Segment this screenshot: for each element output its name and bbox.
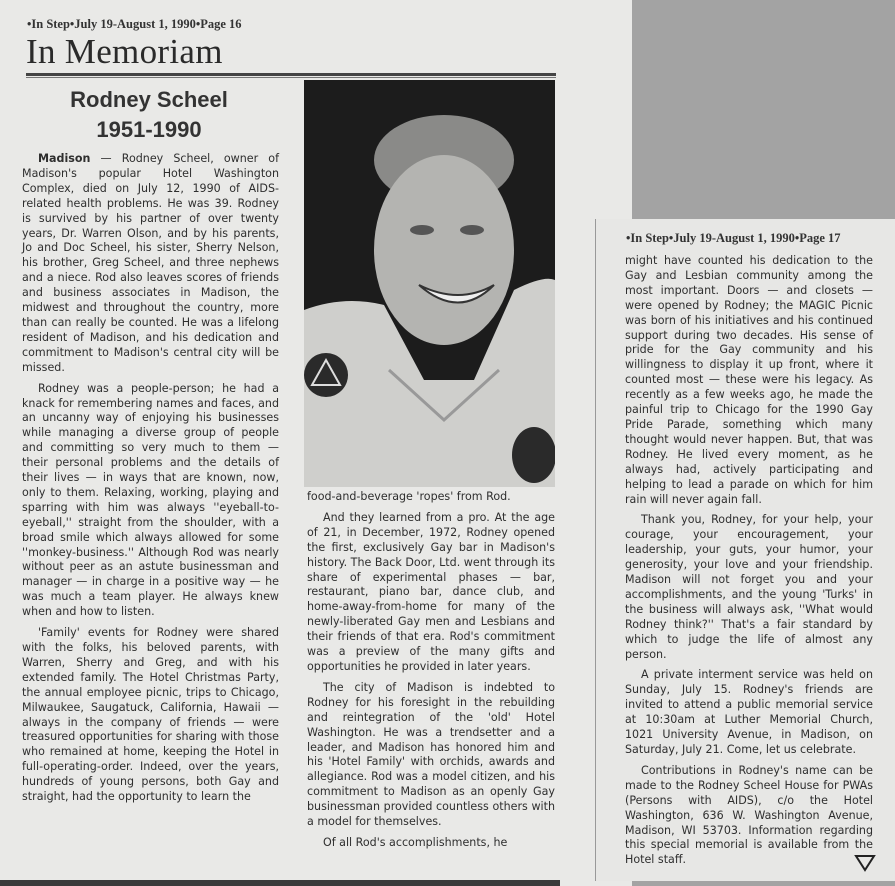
section-title: In Memoriam <box>26 32 223 71</box>
article-column-1 <box>22 152 279 805</box>
page-folio: •In Step•July 19-August 1, 1990•Page 17 <box>626 231 841 245</box>
paragraph: The city of Madison is indebted to Rodney for his foresight in the rebuilding and reintegration of the 'old' Hotel Washington. He was a trendsetter and a leader, and Madison has honored him and his 'Hotel Family' with orchids, awards and allegiance. Rod was a model citizen, and his commitment to Madison as an openly Gay businessman provided countless others with a model for themselves. <box>307 680 555 829</box>
paragraph: might have counted his dedication to the Gay and Lesbian community among the most important. Doors — and closets — were opened by Rodney; the MAGIC Picnic was born of his initiatives and his continued support during two decades. His sense of pride for the Gay community and his willingness to display it up front, where it counted most — these were his legacy. As recently as a few weeks ago, he made the painful trip to Chicago for the 1990 Gay Pride Parade, something which many thought would never happen. But, that was Rodney. He lived every moment, as he always had, actively participating and helping to lead a parade on which for him rain will never again fall. <box>625 254 873 506</box>
article-column-3 <box>625 254 873 874</box>
paragraph: food-and-beverage 'ropes' from Rod. <box>307 490 511 503</box>
section-rule <box>26 73 556 76</box>
paragraph: And they learned from a pro. At the age of 21, in December, 1972, Rodney opened the first, exclusively Gay bar in Madison's history. The Back Door, Ltd. went through its share of experimental phases — bar, restaurant, piano bar, dance club, and home-away-from-home for many of the newly-liberated Gay men and Lesbians and their friends of that era. Rod's commitment was a preview of the many gifts and opportunities he provided in later years. <box>307 510 555 673</box>
background-area <box>632 0 895 218</box>
paragraph: Of all Rod's accomplishments, he <box>323 835 508 849</box>
paragraph: Madison — Rodney Scheel, owner of Madison's popular Hotel Washington Complex, died on July 12, 1990 of AIDS-related health problems. He was 39. Rodney is survived by his partner of over twenty years, Dr. Warren Olson, and by his parents, Jo and Doc Scheel, his sister, Sherry Nelson, his brother, Greg Scheel, and three nephews and a niece. Rod also leaves scores of friends and business associates in Madison, the midwest and throughout the country, more than can really be counted. He was a lifelong resident of Madison, and his dedication and commitment to Madison's central city will be missed. <box>22 152 279 374</box>
article-column-2 <box>307 490 555 857</box>
end-of-story-triangle-icon <box>854 854 876 872</box>
portrait-photo <box>304 80 555 487</box>
portrait-illustration <box>304 80 555 487</box>
obituary-name: Rodney Scheel <box>70 87 228 112</box>
paragraph: Rodney was a people-person; he had a knack for remembering names and faces, and an uncanny way of enjoying his businesses while managing a diverse group of people and committing so very much to them — their personal problems and the details of their lives — in ways that are known, now, only to them. Relaxing, working, playing and sparring with him was always ''eyeball-to-eyeball,'' straight from the shoulder, with a broad smile which always allowed for some ''monkey-business.'' Although Rod was nearly without peer as an astute businessman and manager — in charge in a positive way — he was much a team player. He always knew when and how to listen. <box>22 381 279 619</box>
newspaper-page-17-clipping <box>595 219 895 881</box>
page-bottom-edge <box>0 880 560 886</box>
paragraph: Thank you, Rodney, for your help, your courage, your encouragement, your leadership, your guts, your humor, your generosity, your love and your friendship. Madison will not forget you and your accomplishments, and the young 'Turks' in the business will always ask, ''What would Rodney think?'' That's a fair standard by which to judge the life of almost any person. <box>625 513 873 661</box>
page-folio: •In Step•July 19-August 1, 1990•Page 16 <box>27 17 242 31</box>
dateline: Madison <box>38 152 91 165</box>
paragraph: 'Family' events for Rodney were shared with the folks, his beloved parents, with Warren, Sherry and Greg, and with his extended family. The Hotel Christmas Party, the annual employee picnic, trips to Chicago, Milwaukee, Saugatuck, California, Hawaii — always in the company of friends — were treasured opportunities for sharing with those who remained at home, keeping the Hotel in full-operating-order. Indeed, over the years, hundreds of young persons, both Gay and straight, had the opportunity to learn the <box>22 626 279 804</box>
obituary-years: 1951-1990 <box>96 117 202 142</box>
paragraph: A private interment service was held on Sunday, July 15. Rodney's friends are invited to attend a public memorial service at 10:30am at Luther Memorial Church, 1021 University Avenue, in Madison, on Saturday, July 21. Come, let us celebrate. <box>625 668 873 756</box>
paragraph: Contributions in Rodney's name can be made to the Rodney Scheel House for PWAs (Persons with AIDS), c/o the Hotel Washington, 636 W. Washington Avenue, Madison, WI 53703. Information regarding this special memorial is available from the Hotel staff. <box>625 763 873 867</box>
section-rule-thin <box>26 77 556 78</box>
